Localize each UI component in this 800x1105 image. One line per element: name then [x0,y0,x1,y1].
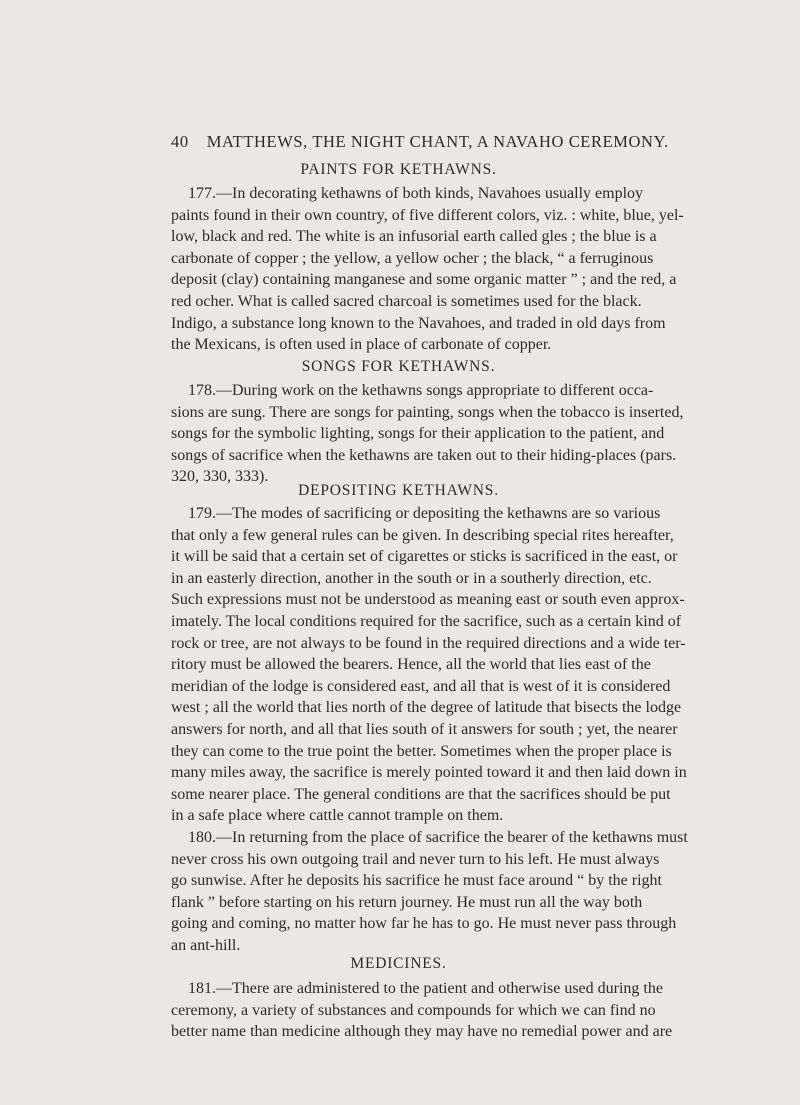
text-line: go sunwise. After he deposits his sacrifice he must face around “ by the right [171,872,662,890]
text-line: flank ” before starting on his return journey. He must run all the way both [171,893,643,911]
section-heading-medicines: MEDICINES. [350,955,447,972]
text-line: rock or tree, are not always to be found in the required directions and a wide ter- [171,634,686,652]
running-head-title: MATTHEWS, THE NIGHT CHANT, A NAVAHO CEREMONY. [206,132,669,151]
text-line: never cross his own outgoing trail and never turn to his left. He must always [171,850,660,868]
running-head [171,132,669,152]
text-line: Such expressions must not be understood as meaning east or south even approx- [171,591,685,609]
text-line: in a safe place where cattle cannot trample on them. [171,807,504,825]
text-line: some nearer place. The general conditions are that the sacrifices should be put [171,785,671,803]
text-line: imately. The local conditions required for the sacrifice, such as a certain kind of [171,612,682,630]
text-line: in an easterly direction, another in the south or in a southerly direction, etc. [171,569,652,587]
text-line: the Mexicans, is often used in place of carbonate of copper. [171,336,552,354]
text-line: going and coming, no matter how far he has to go. He must never pass through [171,915,677,933]
text-line: Indigo, a substance long known to the Navahoes, and traded in old days from [171,314,666,332]
section-heading-songs: SONGS FOR KETHAWNS. [301,358,496,375]
text-line: paints found in their own country, of five different colors, viz. : white, blue, yel- [171,206,684,224]
text-line: ceremony, a variety of substances and compounds for which we can find no [171,1001,656,1019]
section-heading-depositing: DEPOSITING KETHAWNS. [298,482,499,499]
paragraph-180 [171,827,688,957]
text-line: it will be said that a certain set of cigarettes or sticks is sacrificed in the east, or [171,548,678,566]
paragraph-178 [171,380,684,488]
text-line: songs for the symbolic lighting, songs for their application to the patient, and [171,425,665,443]
text-line: 177.—In decorating kethawns of both kinds, Navahoes usually employ [188,185,644,202]
text-line: meridian of the lodge is considered east, and all that is west of it is considered [171,677,671,695]
text-line: 180.—In returning from the place of sacrifice the bearer of the kethawns must [188,829,688,846]
text-line: low, black and red. The white is an infusorial earth called gles ; the blue is a [171,228,657,246]
text-line: 320, 330, 333). [171,468,269,486]
text-line: they can come to the true point the better. Sometimes when the proper place is [171,742,672,760]
text-line: 178.—During work on the kethawns songs appropriate to different occa- [188,382,654,399]
text-line: many miles away, the sacrifice is merely pointed toward it and then laid down in [171,764,687,782]
text-line: west ; all the world that lies north of the degree of latitude that bisects the lodge [171,699,682,717]
text-line: songs of sacrifice when the kethawns are taken out to their hiding-places (pars. [171,446,677,464]
text-line: sions are sung. There are songs for painting, songs when the tobacco is inserted, [171,403,684,421]
text-line: an ant-hill. [171,936,241,954]
paragraph-177 [171,183,684,356]
page-number: 40 [171,132,189,151]
text-line: 179.—The modes of sacrificing or depositing the kethawns are so various [188,505,661,522]
text-line: carbonate of copper ; the yellow, a yellow ocher ; the black, “ a ferruginous [171,249,654,267]
text-line: better name than medicine although they may have no remedial power and are [171,1023,673,1041]
text-line: that only a few general rules can be given. In describing special rites hereafter, [171,526,674,544]
text-line: ritory must be allowed the bearers. Hence, all the world that lies east of the [171,656,651,674]
text-line: deposit (clay) containing manganese and some organic matter ” ; and the red, a [171,271,677,289]
text-line: 181.—There are administered to the patient and otherwise used during the [188,980,663,997]
paragraph-181 [171,978,673,1043]
section-heading-paints: PAINTS FOR KETHAWNS. [300,161,497,178]
text-line: answers for north, and all that lies south of it answers for south ; yet, the nearer [171,720,678,738]
paragraph-179 [171,503,687,827]
text-line: red ocher. What is called sacred charcoal is sometimes used for the black. [171,292,642,310]
